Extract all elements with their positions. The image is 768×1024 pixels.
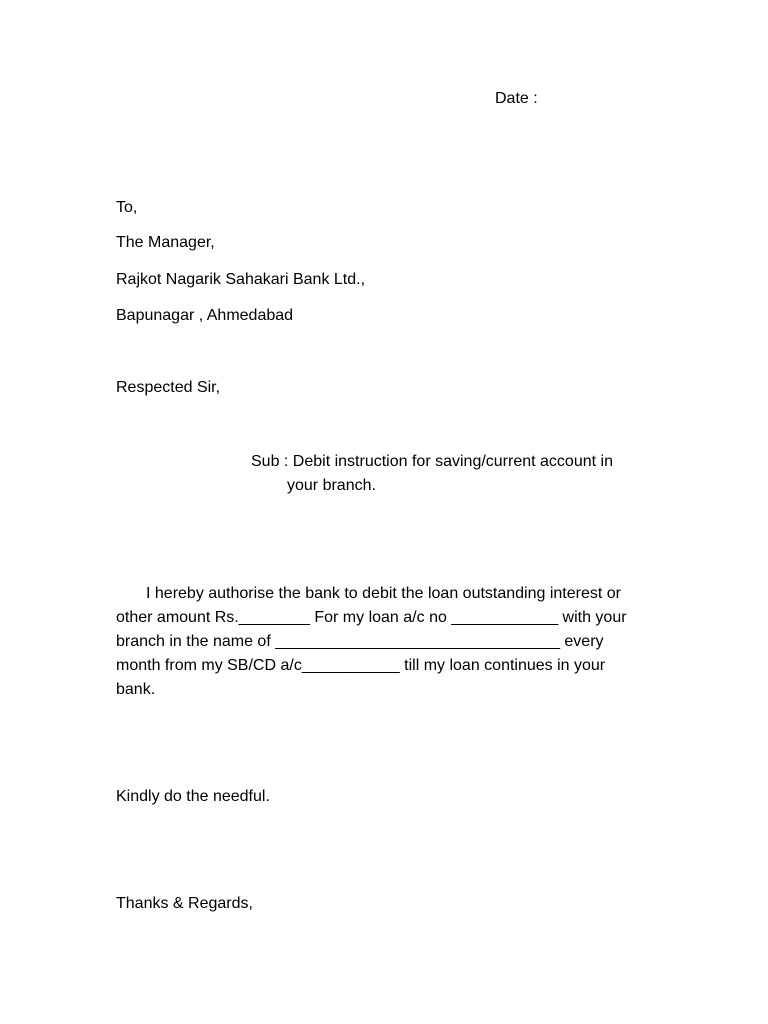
subject-block [251, 450, 646, 498]
body-line: I hereby authorise the bank to debit the loan outstanding interest or [146, 585, 621, 602]
subject-line: your branch. [287, 477, 376, 494]
body-line: bank. [116, 681, 156, 698]
salutation: Respected Sir, [116, 379, 221, 396]
body-line: month from my SB/CD a/c___________ till my loan continues in your [116, 657, 606, 674]
body-line: other amount Rs.________ For my loan a/c no ____________ with your [116, 609, 627, 626]
recipient-bank: Rajkot Nagarik Sahakari Bank Ltd., [116, 271, 366, 288]
body-line: branch in the name of ________________________________ every [116, 633, 604, 650]
closing-line: Thanks & Regards, [116, 895, 253, 912]
recipient-to: To, [116, 199, 138, 216]
date-label: Date : [495, 90, 538, 107]
letter-body [116, 582, 656, 702]
request-line: Kindly do the needful. [116, 788, 270, 805]
recipient-branch: Bapunagar , Ahmedabad [116, 307, 294, 324]
subject-line: Sub : Debit instruction for saving/current account in [251, 453, 613, 470]
recipient-title: The Manager, [116, 234, 215, 251]
